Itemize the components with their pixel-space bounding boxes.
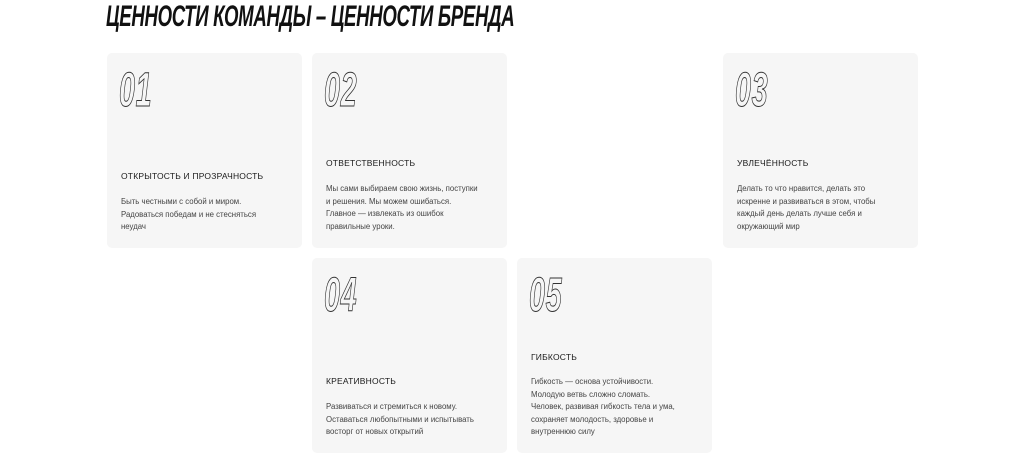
card-title: УВЛЕЧЁННОСТЬ <box>737 158 809 168</box>
card-number: 05 <box>529 269 563 322</box>
value-card-openness <box>107 53 302 248</box>
card-description <box>326 401 498 439</box>
card-description-line: Оставаться любопытными и испытывать <box>326 414 474 424</box>
value-card-responsibility <box>312 53 507 248</box>
card-number: 04 <box>324 269 358 322</box>
card-description-line: Человек, развивая гибкость тела и ума, <box>531 402 675 411</box>
section-heading: ЦЕННОСТИ КОМАНДЫ – ЦЕННОСТИ БРЕНДА <box>106 0 515 33</box>
value-card-creativity <box>312 258 507 453</box>
card-description-line: Мы сами выбираем свою жизнь, поступки <box>326 184 478 193</box>
card-number: 02 <box>324 64 358 117</box>
card-description-line: окружающий мир <box>737 221 800 231</box>
card-number: 03 <box>735 64 769 117</box>
card-title: ОТКРЫТОСТЬ И ПРОЗРАЧНОСТЬ <box>121 171 264 181</box>
card-description <box>737 183 909 233</box>
card-description-line: Молодую ветвь сложно сломать. <box>531 389 651 399</box>
card-description-line: и решения. Мы можем ошибаться. <box>326 196 452 206</box>
card-description-line: каждый день делать лучше себя и <box>737 209 862 218</box>
card-description <box>326 183 498 233</box>
card-description-line: Развиваться и стремиться к новому. <box>326 402 458 411</box>
card-description <box>531 376 703 439</box>
card-description-line: Радоваться победам и не стесняться <box>121 209 257 219</box>
card-number: 01 <box>119 64 153 117</box>
card-description-line: Быть честными с собой и миром. <box>121 197 242 206</box>
value-card-passion <box>723 53 918 248</box>
card-description-line: Главное — извлекать из ошибок <box>326 209 444 218</box>
card-title: КРЕАТИВНОСТЬ <box>326 376 397 386</box>
card-description <box>121 196 293 234</box>
card-title: ГИБКОСТЬ <box>531 352 577 362</box>
card-description-line: Делать то что нравится, делать это <box>737 184 866 193</box>
card-description-line: восторг от новых открытий <box>326 427 424 436</box>
card-title: ОТВЕТСТВЕННОСТЬ <box>326 158 416 168</box>
card-description-line: внутреннюю силу <box>531 427 595 436</box>
card-description-line: искренне и развиваться в этом, чтобы <box>737 196 876 206</box>
value-card-flexibility <box>517 258 712 453</box>
card-description-line: правильные уроки. <box>326 221 395 231</box>
card-description-line: Гибкость — основа устойчивости. <box>531 377 654 386</box>
card-description-line: сохраняет молодость, здоровье и <box>531 414 654 424</box>
card-description-line: неудач <box>121 222 146 231</box>
